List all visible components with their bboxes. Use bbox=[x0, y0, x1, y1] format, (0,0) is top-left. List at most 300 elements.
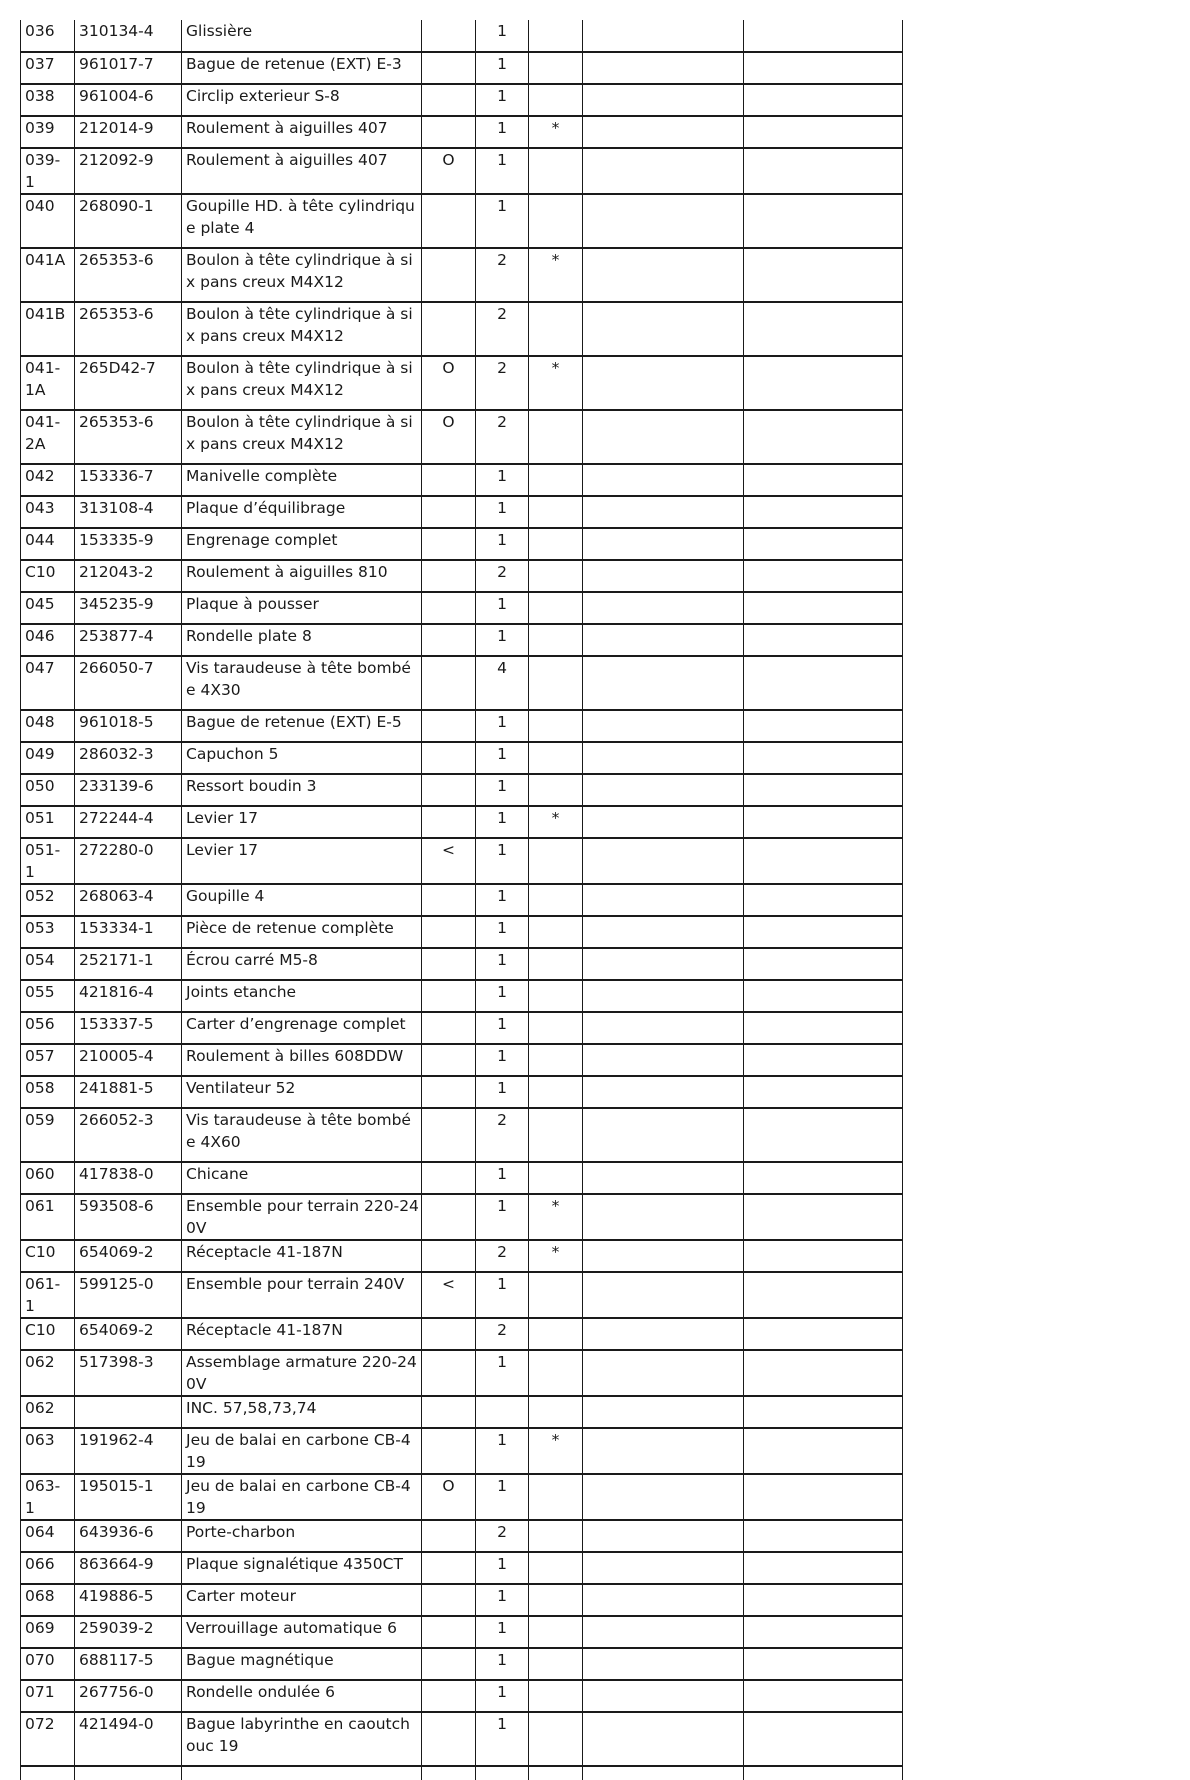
part-blank-cell-2 bbox=[744, 1076, 903, 1108]
table-row bbox=[21, 1272, 903, 1318]
part-flag-cell bbox=[422, 742, 476, 774]
part-blank-cell-2 bbox=[744, 356, 903, 410]
part-flag-cell bbox=[422, 302, 476, 356]
part-description-cell: Levier 17 bbox=[182, 806, 422, 838]
part-blank-cell-1 bbox=[583, 838, 744, 884]
part-description-cell: Réceptacle 41-187N bbox=[182, 1240, 422, 1272]
part-quantity-cell: 1 bbox=[476, 52, 529, 84]
part-quantity-cell: 1 bbox=[476, 806, 529, 838]
part-note-cell bbox=[529, 52, 583, 84]
part-blank-cell-2 bbox=[744, 1396, 903, 1428]
part-description-cell: Vis taraudeuse à tête bombée 4X60 bbox=[182, 1108, 422, 1162]
part-description-cell: Rondelle ondulée 6 bbox=[182, 1680, 422, 1712]
part-description-cell: Roulement à aiguilles 810 bbox=[182, 560, 422, 592]
part-blank-cell-1 bbox=[583, 656, 744, 710]
table-row bbox=[21, 528, 903, 560]
part-description-cell: Roulement à aiguilles 407 bbox=[182, 116, 422, 148]
part-description-cell: Écrou carré M5-8 bbox=[182, 948, 422, 980]
continuation-cell bbox=[182, 1766, 422, 1780]
part-quantity-cell: 2 bbox=[476, 356, 529, 410]
part-blank-cell-2 bbox=[744, 1552, 903, 1584]
part-ref-cell: C10 bbox=[21, 1318, 75, 1350]
part-code-cell: 272244-4 bbox=[75, 806, 182, 838]
part-ref-cell: 038 bbox=[21, 84, 75, 116]
table-row bbox=[21, 806, 903, 838]
part-blank-cell-2 bbox=[744, 1318, 903, 1350]
part-flag-cell bbox=[422, 1012, 476, 1044]
part-flag-cell bbox=[422, 1616, 476, 1648]
part-note-cell bbox=[529, 560, 583, 592]
part-ref-cell: 048 bbox=[21, 710, 75, 742]
part-blank-cell-1 bbox=[583, 248, 744, 302]
part-flag-cell bbox=[422, 194, 476, 248]
part-code-cell: 191962-4 bbox=[75, 1428, 182, 1474]
part-quantity-cell: 1 bbox=[476, 916, 529, 948]
part-flag-cell bbox=[422, 806, 476, 838]
part-description-cell: Jeu de balai en carbone CB-419 bbox=[182, 1428, 422, 1474]
part-note-cell bbox=[529, 710, 583, 742]
part-note-cell bbox=[529, 742, 583, 774]
part-blank-cell-2 bbox=[744, 1194, 903, 1240]
part-blank-cell-2 bbox=[744, 84, 903, 116]
part-flag-cell bbox=[422, 1350, 476, 1396]
part-blank-cell-1 bbox=[583, 948, 744, 980]
part-quantity-cell: 1 bbox=[476, 1194, 529, 1240]
part-flag-cell bbox=[422, 980, 476, 1012]
part-description-cell: Goupille HD. à tête cylindrique plate 4 bbox=[182, 194, 422, 248]
continuation-cell bbox=[744, 1766, 903, 1780]
part-ref-cell: 062 bbox=[21, 1396, 75, 1428]
part-note-cell bbox=[529, 1474, 583, 1520]
part-blank-cell-1 bbox=[583, 1584, 744, 1616]
part-ref-cell: 040 bbox=[21, 194, 75, 248]
table-row bbox=[21, 1194, 903, 1240]
table-row bbox=[21, 1396, 903, 1428]
table-row bbox=[21, 1648, 903, 1680]
part-code-cell: 599125-0 bbox=[75, 1272, 182, 1318]
table-row bbox=[21, 624, 903, 656]
part-blank-cell-1 bbox=[583, 884, 744, 916]
table-row bbox=[21, 194, 903, 248]
part-note-cell bbox=[529, 592, 583, 624]
part-flag-cell bbox=[422, 1044, 476, 1076]
part-ref-cell: 053 bbox=[21, 916, 75, 948]
part-description-cell: Réceptacle 41-187N bbox=[182, 1318, 422, 1350]
part-flag-cell bbox=[422, 624, 476, 656]
part-quantity-cell: 1 bbox=[476, 710, 529, 742]
part-code-cell: 212092-9 bbox=[75, 148, 182, 194]
part-code-cell: 252171-1 bbox=[75, 948, 182, 980]
part-ref-cell: 063-1 bbox=[21, 1474, 75, 1520]
part-quantity-cell: 2 bbox=[476, 1108, 529, 1162]
table-row bbox=[21, 592, 903, 624]
part-blank-cell-1 bbox=[583, 194, 744, 248]
part-code-cell: 265353-6 bbox=[75, 248, 182, 302]
table-row bbox=[21, 1520, 903, 1552]
part-quantity-cell: 1 bbox=[476, 528, 529, 560]
part-code-cell: 961017-7 bbox=[75, 52, 182, 84]
continuation-cell bbox=[529, 1766, 583, 1780]
part-note-cell bbox=[529, 1162, 583, 1194]
part-code-cell: 654069-2 bbox=[75, 1318, 182, 1350]
part-blank-cell-2 bbox=[744, 1680, 903, 1712]
part-blank-cell-1 bbox=[583, 1044, 744, 1076]
part-ref-cell: 041A bbox=[21, 248, 75, 302]
part-blank-cell-1 bbox=[583, 1318, 744, 1350]
part-quantity-cell: 1 bbox=[476, 1474, 529, 1520]
part-ref-cell: 063 bbox=[21, 1428, 75, 1474]
part-quantity-cell: 1 bbox=[476, 884, 529, 916]
part-ref-cell: 068 bbox=[21, 1584, 75, 1616]
part-quantity-cell: 2 bbox=[476, 1318, 529, 1350]
parts-list-body bbox=[21, 20, 903, 1780]
part-note-cell bbox=[529, 1318, 583, 1350]
part-blank-cell-2 bbox=[744, 774, 903, 806]
part-blank-cell-2 bbox=[744, 806, 903, 838]
part-flag-cell bbox=[422, 948, 476, 980]
part-note-cell bbox=[529, 980, 583, 1012]
part-note-cell bbox=[529, 194, 583, 248]
table-row bbox=[21, 1350, 903, 1396]
part-flag-cell bbox=[422, 496, 476, 528]
part-blank-cell-1 bbox=[583, 1616, 744, 1648]
part-quantity-cell: 2 bbox=[476, 248, 529, 302]
part-blank-cell-2 bbox=[744, 52, 903, 84]
part-ref-cell: 046 bbox=[21, 624, 75, 656]
part-code-cell: 417838-0 bbox=[75, 1162, 182, 1194]
part-blank-cell-2 bbox=[744, 624, 903, 656]
part-ref-cell: 041B bbox=[21, 302, 75, 356]
part-flag-cell bbox=[422, 52, 476, 84]
part-blank-cell-1 bbox=[583, 356, 744, 410]
part-ref-cell: 061 bbox=[21, 1194, 75, 1240]
table-row bbox=[21, 464, 903, 496]
part-blank-cell-1 bbox=[583, 1396, 744, 1428]
part-description-cell: Ventilateur 52 bbox=[182, 1076, 422, 1108]
table-row bbox=[21, 1318, 903, 1350]
part-description-cell: Roulement à aiguilles 407 bbox=[182, 148, 422, 194]
part-note-cell bbox=[529, 1350, 583, 1396]
part-flag-cell bbox=[422, 1194, 476, 1240]
continuation-cell bbox=[583, 1766, 744, 1780]
part-code-cell: 259039-2 bbox=[75, 1616, 182, 1648]
part-flag-cell bbox=[422, 560, 476, 592]
part-description-cell: Manivelle complète bbox=[182, 464, 422, 496]
part-description-cell: Vis taraudeuse à tête bombée 4X30 bbox=[182, 656, 422, 710]
part-blank-cell-1 bbox=[583, 1076, 744, 1108]
part-description-cell: Verrouillage automatique 6 bbox=[182, 1616, 422, 1648]
part-description-cell: Engrenage complet bbox=[182, 528, 422, 560]
part-description-cell: Bague de retenue (EXT) E-3 bbox=[182, 52, 422, 84]
part-ref-cell: 054 bbox=[21, 948, 75, 980]
part-flag-cell: O bbox=[422, 356, 476, 410]
part-flag-cell bbox=[422, 592, 476, 624]
part-blank-cell-1 bbox=[583, 624, 744, 656]
part-blank-cell-1 bbox=[583, 1648, 744, 1680]
part-note-cell bbox=[529, 774, 583, 806]
part-code-cell: 688117-5 bbox=[75, 1648, 182, 1680]
part-blank-cell-1 bbox=[583, 1520, 744, 1552]
part-code-cell: 233139-6 bbox=[75, 774, 182, 806]
part-description-cell: Plaque à pousser bbox=[182, 592, 422, 624]
table-row bbox=[21, 948, 903, 980]
part-description-cell: Levier 17 bbox=[182, 838, 422, 884]
part-quantity-cell: 2 bbox=[476, 302, 529, 356]
part-blank-cell-2 bbox=[744, 464, 903, 496]
part-blank-cell-2 bbox=[744, 916, 903, 948]
part-flag-cell bbox=[422, 84, 476, 116]
part-blank-cell-1 bbox=[583, 1108, 744, 1162]
part-blank-cell-2 bbox=[744, 1712, 903, 1766]
part-note-cell bbox=[529, 1520, 583, 1552]
part-quantity-cell: 1 bbox=[476, 1350, 529, 1396]
part-code-cell: 961004-6 bbox=[75, 84, 182, 116]
part-quantity-cell: 1 bbox=[476, 592, 529, 624]
part-ref-cell: 050 bbox=[21, 774, 75, 806]
table-row bbox=[21, 1108, 903, 1162]
part-ref-cell: 057 bbox=[21, 1044, 75, 1076]
part-quantity-cell: 1 bbox=[476, 1162, 529, 1194]
table-row bbox=[21, 496, 903, 528]
part-flag-cell bbox=[422, 1648, 476, 1680]
table-row bbox=[21, 1584, 903, 1616]
part-quantity-cell: 1 bbox=[476, 1076, 529, 1108]
part-note-cell bbox=[529, 1584, 583, 1616]
part-code-cell bbox=[75, 1396, 182, 1428]
part-note-cell bbox=[529, 84, 583, 116]
part-description-cell: Bague magnétique bbox=[182, 1648, 422, 1680]
part-code-cell: 310134-4 bbox=[75, 20, 182, 52]
part-description-cell: Bague de retenue (EXT) E-5 bbox=[182, 710, 422, 742]
part-note-cell bbox=[529, 1616, 583, 1648]
table-row bbox=[21, 302, 903, 356]
part-note-cell bbox=[529, 948, 583, 980]
part-note-cell bbox=[529, 302, 583, 356]
part-code-cell: 267756-0 bbox=[75, 1680, 182, 1712]
part-note-cell bbox=[529, 496, 583, 528]
part-code-cell: 863664-9 bbox=[75, 1552, 182, 1584]
part-note-cell: * bbox=[529, 1194, 583, 1240]
part-quantity-cell: 1 bbox=[476, 1044, 529, 1076]
part-ref-cell: 064 bbox=[21, 1520, 75, 1552]
part-description-cell: Carter moteur bbox=[182, 1584, 422, 1616]
part-flag-cell bbox=[422, 884, 476, 916]
part-quantity-cell: 1 bbox=[476, 1712, 529, 1766]
part-flag-cell bbox=[422, 1584, 476, 1616]
part-description-cell: Rondelle plate 8 bbox=[182, 624, 422, 656]
part-blank-cell-2 bbox=[744, 948, 903, 980]
part-description-cell: Chicane bbox=[182, 1162, 422, 1194]
part-blank-cell-1 bbox=[583, 1350, 744, 1396]
part-flag-cell bbox=[422, 1162, 476, 1194]
part-quantity-cell: 1 bbox=[476, 742, 529, 774]
part-blank-cell-2 bbox=[744, 116, 903, 148]
continuation-cell bbox=[476, 1766, 529, 1780]
part-code-cell: 419886-5 bbox=[75, 1584, 182, 1616]
part-flag-cell bbox=[422, 710, 476, 742]
part-note-cell bbox=[529, 656, 583, 710]
part-quantity-cell: 2 bbox=[476, 560, 529, 592]
table-row bbox=[21, 1680, 903, 1712]
table-row bbox=[21, 1552, 903, 1584]
part-quantity-cell: 1 bbox=[476, 624, 529, 656]
part-description-cell: Assemblage armature 220-240V bbox=[182, 1350, 422, 1396]
part-blank-cell-1 bbox=[583, 302, 744, 356]
part-flag-cell bbox=[422, 20, 476, 52]
part-description-cell: Plaque d’équilibrage bbox=[182, 496, 422, 528]
part-ref-cell: 047 bbox=[21, 656, 75, 710]
part-code-cell: 153337-5 bbox=[75, 1012, 182, 1044]
part-blank-cell-1 bbox=[583, 710, 744, 742]
continuation-cell bbox=[21, 1766, 75, 1780]
part-flag-cell bbox=[422, 656, 476, 710]
part-flag-cell: O bbox=[422, 410, 476, 464]
part-code-cell: 345235-9 bbox=[75, 592, 182, 624]
part-blank-cell-2 bbox=[744, 1474, 903, 1520]
part-ref-cell: 039 bbox=[21, 116, 75, 148]
table-row-continuation bbox=[21, 1766, 903, 1780]
part-blank-cell-1 bbox=[583, 1012, 744, 1044]
part-description-cell: Porte-charbon bbox=[182, 1520, 422, 1552]
table-row bbox=[21, 884, 903, 916]
part-note-cell bbox=[529, 1076, 583, 1108]
table-row bbox=[21, 356, 903, 410]
part-quantity-cell: 1 bbox=[476, 1680, 529, 1712]
part-ref-cell: 044 bbox=[21, 528, 75, 560]
part-blank-cell-1 bbox=[583, 774, 744, 806]
parts-list-table bbox=[20, 20, 903, 1780]
table-row bbox=[21, 742, 903, 774]
part-blank-cell-1 bbox=[583, 592, 744, 624]
part-ref-cell: C10 bbox=[21, 560, 75, 592]
table-row bbox=[21, 52, 903, 84]
part-quantity-cell: 1 bbox=[476, 1428, 529, 1474]
part-code-cell: 265D42-7 bbox=[75, 356, 182, 410]
part-code-cell: 593508-6 bbox=[75, 1194, 182, 1240]
part-code-cell: 153335-9 bbox=[75, 528, 182, 560]
part-flag-cell bbox=[422, 1108, 476, 1162]
part-flag-cell bbox=[422, 1520, 476, 1552]
part-blank-cell-2 bbox=[744, 710, 903, 742]
table-row bbox=[21, 710, 903, 742]
part-description-cell: Ensemble pour terrain 240V bbox=[182, 1272, 422, 1318]
part-ref-cell: 041-2A bbox=[21, 410, 75, 464]
part-blank-cell-2 bbox=[744, 148, 903, 194]
part-quantity-cell: 2 bbox=[476, 410, 529, 464]
table-row bbox=[21, 1162, 903, 1194]
part-description-cell: Boulon à tête cylindrique à six pans creux M4X12 bbox=[182, 248, 422, 302]
table-row bbox=[21, 1428, 903, 1474]
part-code-cell: 421494-0 bbox=[75, 1712, 182, 1766]
part-quantity-cell bbox=[476, 1396, 529, 1428]
part-note-cell bbox=[529, 528, 583, 560]
part-blank-cell-1 bbox=[583, 806, 744, 838]
part-flag-cell bbox=[422, 1240, 476, 1272]
part-blank-cell-2 bbox=[744, 1044, 903, 1076]
part-flag-cell bbox=[422, 1076, 476, 1108]
part-description-cell: Roulement à billes 608DDW bbox=[182, 1044, 422, 1076]
part-blank-cell-1 bbox=[583, 84, 744, 116]
part-blank-cell-2 bbox=[744, 1108, 903, 1162]
part-ref-cell: 039-1 bbox=[21, 148, 75, 194]
part-blank-cell-1 bbox=[583, 1240, 744, 1272]
part-code-cell: 268090-1 bbox=[75, 194, 182, 248]
part-quantity-cell: 1 bbox=[476, 948, 529, 980]
part-code-cell: 212014-9 bbox=[75, 116, 182, 148]
part-description-cell: Pièce de retenue complète bbox=[182, 916, 422, 948]
part-description-cell: Boulon à tête cylindrique à six pans creux M4X12 bbox=[182, 410, 422, 464]
part-note-cell bbox=[529, 916, 583, 948]
part-ref-cell: 055 bbox=[21, 980, 75, 1012]
part-code-cell: 266052-3 bbox=[75, 1108, 182, 1162]
part-note-cell bbox=[529, 1272, 583, 1318]
part-description-cell: Boulon à tête cylindrique à six pans creux M4X12 bbox=[182, 302, 422, 356]
part-note-cell bbox=[529, 884, 583, 916]
table-row bbox=[21, 248, 903, 302]
part-note-cell bbox=[529, 1108, 583, 1162]
part-flag-cell bbox=[422, 1712, 476, 1766]
part-description-cell: Joints etanche bbox=[182, 980, 422, 1012]
table-row bbox=[21, 20, 903, 52]
part-blank-cell-2 bbox=[744, 560, 903, 592]
part-note-cell bbox=[529, 1396, 583, 1428]
part-note-cell: * bbox=[529, 806, 583, 838]
part-code-cell: 212043-2 bbox=[75, 560, 182, 592]
part-ref-cell: 062 bbox=[21, 1350, 75, 1396]
part-flag-cell bbox=[422, 248, 476, 302]
part-code-cell: 268063-4 bbox=[75, 884, 182, 916]
part-quantity-cell: 1 bbox=[476, 1012, 529, 1044]
part-note-cell: * bbox=[529, 1428, 583, 1474]
part-blank-cell-1 bbox=[583, 1428, 744, 1474]
part-ref-cell: 045 bbox=[21, 592, 75, 624]
part-blank-cell-1 bbox=[583, 116, 744, 148]
part-flag-cell bbox=[422, 1552, 476, 1584]
part-code-cell: 153336-7 bbox=[75, 464, 182, 496]
part-blank-cell-2 bbox=[744, 496, 903, 528]
part-code-cell: 241881-5 bbox=[75, 1076, 182, 1108]
part-flag-cell: < bbox=[422, 838, 476, 884]
part-ref-cell: 043 bbox=[21, 496, 75, 528]
part-note-cell bbox=[529, 1712, 583, 1766]
part-blank-cell-1 bbox=[583, 1194, 744, 1240]
part-description-cell: Capuchon 5 bbox=[182, 742, 422, 774]
table-row bbox=[21, 1474, 903, 1520]
part-blank-cell-2 bbox=[744, 1162, 903, 1194]
part-flag-cell: < bbox=[422, 1272, 476, 1318]
part-note-cell bbox=[529, 1012, 583, 1044]
part-note-cell bbox=[529, 464, 583, 496]
part-blank-cell-2 bbox=[744, 248, 903, 302]
table-row bbox=[21, 656, 903, 710]
part-blank-cell-1 bbox=[583, 1272, 744, 1318]
part-flag-cell bbox=[422, 464, 476, 496]
part-blank-cell-2 bbox=[744, 1520, 903, 1552]
part-blank-cell-2 bbox=[744, 1648, 903, 1680]
table-row bbox=[21, 1044, 903, 1076]
part-flag-cell bbox=[422, 116, 476, 148]
part-code-cell: 272280-0 bbox=[75, 838, 182, 884]
part-code-cell: 421816-4 bbox=[75, 980, 182, 1012]
part-note-cell: * bbox=[529, 248, 583, 302]
table-row bbox=[21, 1076, 903, 1108]
part-blank-cell-1 bbox=[583, 1712, 744, 1766]
part-flag-cell bbox=[422, 1428, 476, 1474]
part-ref-cell: 066 bbox=[21, 1552, 75, 1584]
part-blank-cell-1 bbox=[583, 148, 744, 194]
part-blank-cell-2 bbox=[744, 528, 903, 560]
part-description-cell: INC. 57,58,73,74 bbox=[182, 1396, 422, 1428]
